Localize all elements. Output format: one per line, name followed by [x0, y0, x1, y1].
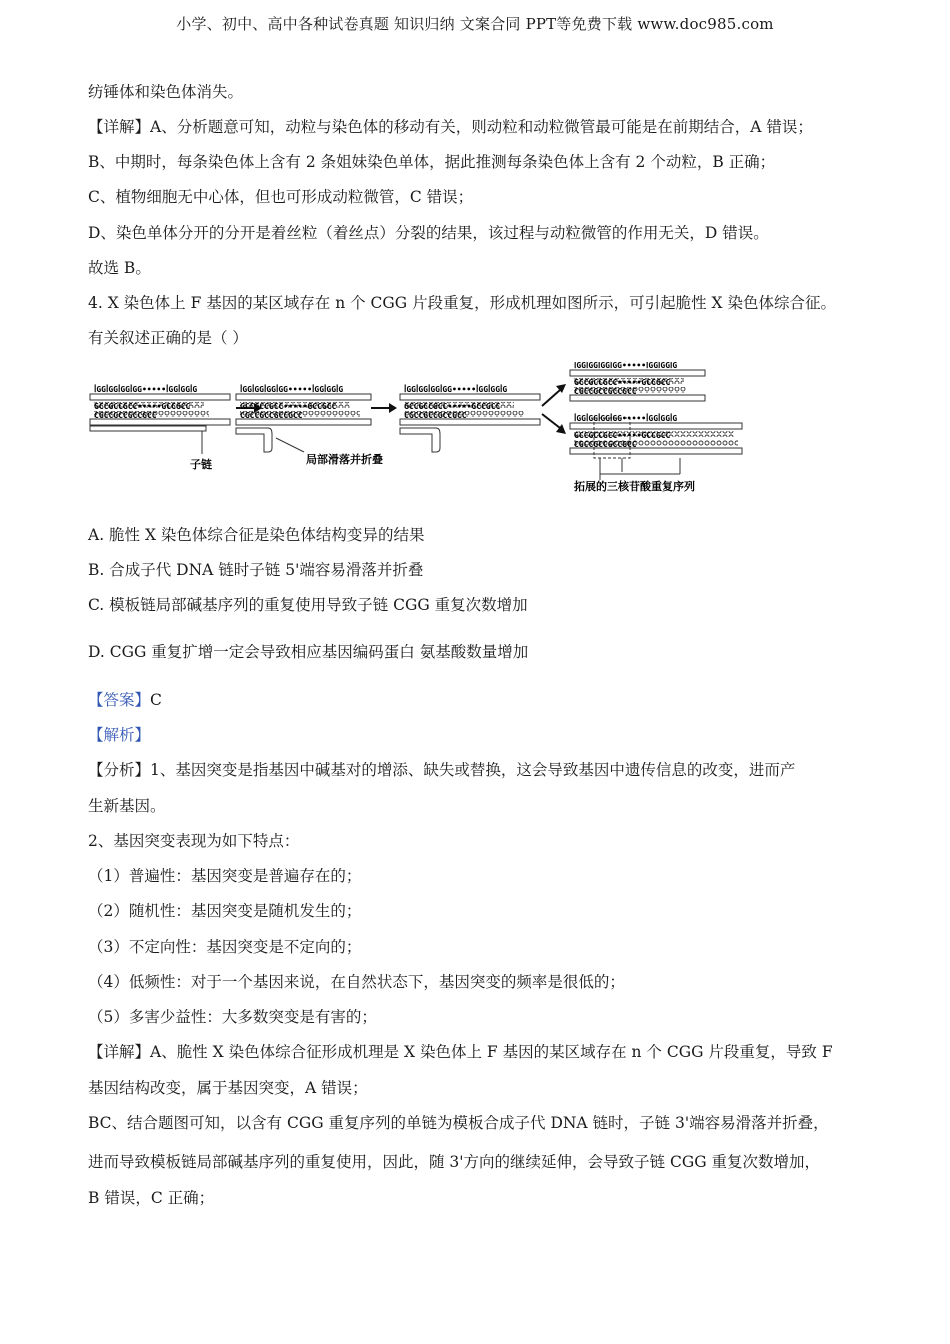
base-sequence-2: CGCCGCCGCCGCC [94, 411, 157, 420]
option-a: A. 脆性 X 染色体综合征是染色体结构变异的结果 [88, 526, 425, 544]
base-sequence-3: ꟾGGꟾGGꟾGGꟾGG•••••ꟾGGꟾGGꟾG [240, 385, 344, 394]
answer-label: 【答案】 [88, 691, 151, 709]
base-sequence-5: CGCCGCCGCCGCC [240, 411, 303, 420]
base-sequence-1: GCCGCCGCC•••••GCCGCC [94, 402, 191, 411]
question-4-stem-cont: 有关叙述正确的是（ ） [88, 329, 248, 347]
base-sequence-7: GCCGCCGCC•••••GCCGCC [404, 402, 501, 411]
answer-value: C [150, 691, 162, 709]
base-sequence-13: GCCGCCGCC•••••GCCGCC [574, 431, 671, 440]
text-line-2: 【详解】A、分析题意可知，动粒与染色体的移动有关，则动粒和动粒微管最可能是在前期结合，A 错误； [88, 118, 813, 136]
text-line-1: 纺锤体和染色体消失。 [88, 83, 244, 101]
answer-line [88, 690, 162, 710]
analysis-line-11: BC、结合题图可知，以含有 CGG 重复序列的单链为模板合成子代 DNA 链时，子链 3'端容易滑落并折叠， [88, 1114, 829, 1132]
text-line-3: B、中期时，每条染色体上含有 2 条姐妹染色单体，据此推测每条染色体上含有 2 个动粒，B 正确； [88, 153, 776, 171]
label-daughter-strand: 子链 [190, 458, 212, 471]
question-4-stem: 4. X 染色体上 F 基因的某区域存在 n 个 CGG 片段重复，形成机理如图所示，可引起脆性 X 染色体综合征。 [88, 294, 836, 312]
base-sequence-0: ꟾGGꟾGGꟾGGꟾGG•••••ꟾGGꟾGGꟾG [94, 385, 198, 394]
base-sequence-12: ꟾGGꟾGGꟾGGꟾGG•••••ꟾGGꟾGGꟾG [574, 414, 678, 423]
base-sequence-10: GCCGCCGCC•••••GCCGCC [574, 378, 671, 387]
analysis-line-2: 生新基因。 [88, 797, 166, 815]
text-line-6: 故选 B。 [88, 259, 151, 277]
text-line-5: D、染色单体分开的分开是着丝粒（着丝点）分裂的结果，该过程与动粒微管的作用无关，D 错误。 [88, 224, 769, 242]
panel-4-bottom [570, 418, 742, 493]
analysis-label: 【解析】 [88, 726, 151, 744]
analysis-line-10: 基因结构改变，属于基因突变，A 错误； [88, 1079, 368, 1097]
analysis-line-9: 【详解】A、脆性 X 染色体综合征形成机理是 X 染色体上 F 基因的某区域存在 n 个 CGG 片段重复，导致 F [88, 1043, 833, 1061]
base-sequence-9: ꟾGGꟾGGꟾGGꟾGG•••••ꟾGGꟾGGꟾG [574, 362, 678, 370]
page-header: 小学、初中、高中各种试卷真题 知识归纳 文案合同 PPT等免费下载 www.doc985.com [176, 15, 774, 33]
arrow-2 [371, 403, 397, 413]
label-expanded-repeat: 拓展的三核苷酸重复序列 [574, 480, 695, 493]
option-d: D. CGG 重复扩增一定会导致相应基因编码蛋白 氨基酸数量增加 [88, 643, 529, 661]
analysis-line-5: （2）随机性：基因突变是随机发生的； [88, 902, 362, 920]
branch-arrows [542, 384, 566, 434]
analysis-line-8: （5）多害少益性：大多数突变是有害的； [88, 1008, 377, 1026]
option-c: C. 模板链局部碱基序列的重复使用导致子链 CGG 重复次数增加 [88, 596, 528, 614]
base-sequence-4: GCCGCCGCC•••••GCCGCC [240, 402, 337, 411]
analysis-line-7: （4）低频性：对于一个基因来说，在自然状态下，基因突变的频率是很低的； [88, 973, 625, 991]
label-slip-fold: 局部滑落并折叠 [306, 453, 383, 466]
dna-slippage-figure [86, 362, 766, 502]
analysis-line-13: B 错误，C 正确； [88, 1189, 215, 1207]
analysis-line-12: 进而导致模板链局部碱基序列的重复使用，因此，随 3'方向的继续延伸，会导致子链 CGG 重复次数增加， [88, 1153, 821, 1171]
analysis-line-3: 2、基因突变表现为如下特点： [88, 832, 300, 850]
analysis-line-1: 【分析】1、基因突变是指基因中碱基对的增添、缺失或替换，这会导致基因中遗传信息的改变，进而产 [88, 761, 796, 779]
text-line-4: C、植物细胞无中心体，但也可形成动粒微管，C 错误； [88, 188, 474, 206]
option-b: B. 合成子代 DNA 链时子链 5'端容易滑落并折叠 [88, 561, 424, 579]
base-sequence-8: CGCCGCCGCCGCC [404, 411, 467, 420]
base-sequence-6: ꟾGGꟾGGꟾGGꟾGG•••••ꟾGGꟾGGꟾG [404, 385, 508, 394]
base-sequence-11: CGCCGCCGCCGCC [574, 387, 637, 396]
analysis-line-4: （1）普遍性：基因突变是普遍存在的； [88, 867, 362, 885]
base-sequence-14: CGCCGCCGCCGCC [574, 440, 637, 449]
analysis-line-6: （3）不定向性：基因突变是不定向的； [88, 938, 362, 956]
